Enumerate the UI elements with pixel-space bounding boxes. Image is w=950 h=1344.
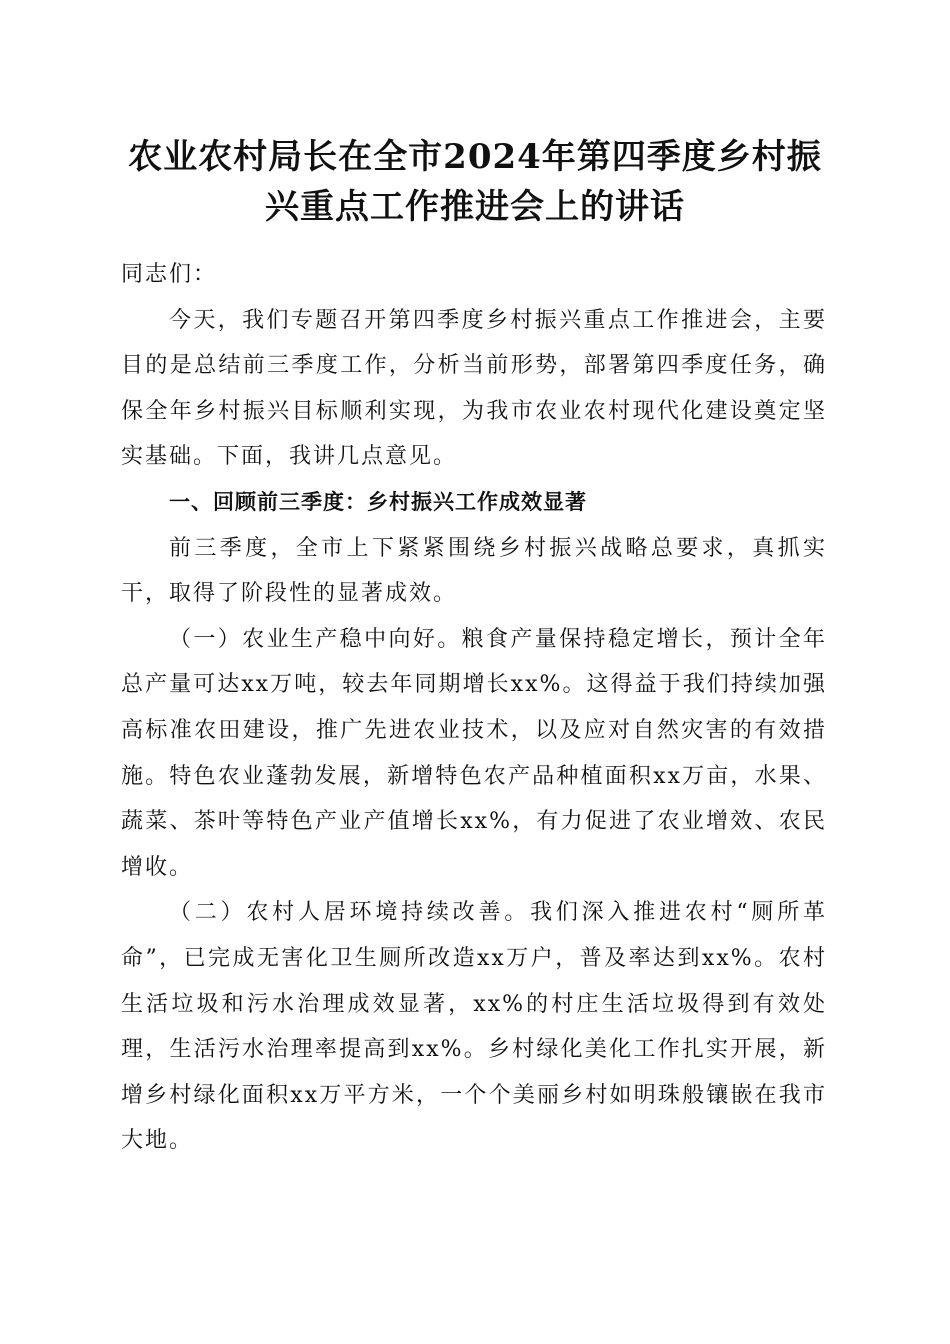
item-1-paragraph <box>121 617 827 891</box>
salutation: 同志们： <box>121 262 218 287</box>
document-body <box>121 252 827 1164</box>
item-2-lead: （二）农村人居环境持续改善。 <box>169 900 531 926</box>
section-heading-1: 一、回顾前三季度：乡村振兴工作成效显著 <box>169 489 587 514</box>
document-title <box>118 132 832 232</box>
item-1-text: 粮食产量保持稳定增长，预计全年总产量可达xx万吨，较去年同期增长xx%。这得益于我们持续加强高标准农田建设，推广先进农业技术，以及应对自然灾害的有效措施。特色农业蓬勃发展，新增特色农产品种植面积xx万亩，水果、蔬菜、茶叶等特色产业产值增长xx%，有力促进了农业增效、农民增收。 <box>121 626 827 880</box>
item-2-text: 我们深入推进农村“厕所革命”，已完成无害化卫生厕所改造xx万户，普及率达到xx%。农村生活垃圾和污水治理成效显著，xx%的村庄生活垃圾得到有效处理，生活污水治理率提高到xx%。乡村绿化美化工作扎实开展，新增乡村绿化面积xx万平方米，一个个美丽乡村如明珠般镶嵌在我市大地。 <box>121 900 827 1154</box>
title-line-1: 农业农村局长在全市2024年第四季度乡村振 <box>128 137 822 177</box>
intro-paragraph: 今天，我们专题召开第四季度乡村振兴重点工作推进会，主要目的是总结前三季度工作，分析当前形势，部署第四季度任务，确保全年乡村振兴目标顺利实现，为我市农业农村现代化建设奠定坚实基础。下面，我讲几点意见。 <box>121 307 827 470</box>
item-2-paragraph <box>121 890 827 1164</box>
title-line-2: 兴重点工作推进会上的讲话 <box>265 187 685 227</box>
item-1-lead: （一）农业生产稳中向好。 <box>169 626 462 652</box>
section-1-intro-paragraph: 前三季度，全市上下紧紧围绕乡村振兴战略总要求，真抓实干，取得了阶段性的显著成效。 <box>121 535 827 607</box>
